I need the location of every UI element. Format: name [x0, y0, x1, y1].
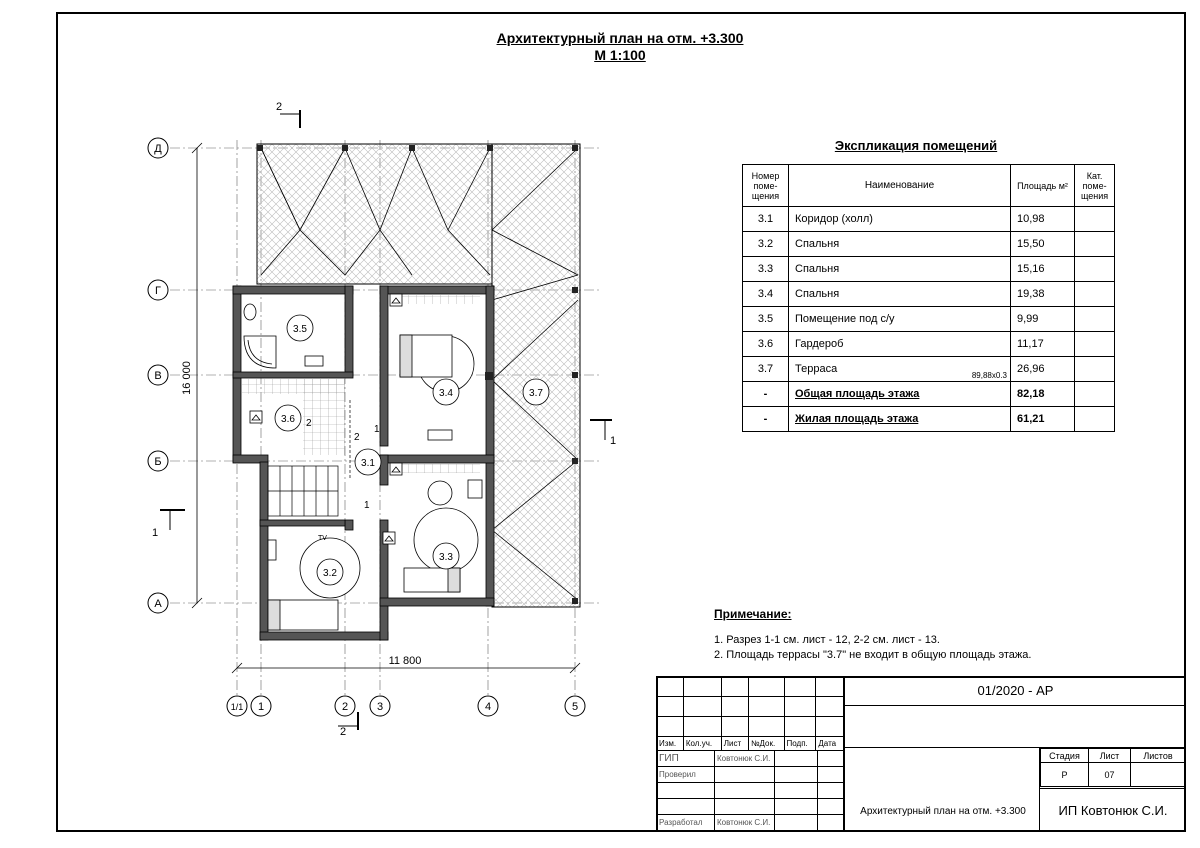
- table-row: [743, 207, 1115, 232]
- axis-letter: Д: [154, 143, 162, 155]
- tile-area-2: [303, 378, 345, 455]
- hanger-icon: [390, 463, 402, 475]
- terrace-calc-note: 89,88х0.3: [971, 371, 1007, 380]
- table-row: [743, 332, 1115, 357]
- terrace-right: [492, 144, 580, 607]
- cell-name: Коридор (холл): [789, 207, 1011, 232]
- title-line-1: Архитектурный план на отм. +3.300: [496, 30, 744, 46]
- role-name: Ковтонюк С.И.: [715, 751, 775, 767]
- stair-mark: 2: [306, 418, 312, 429]
- cell-name: Спальня: [789, 257, 1011, 282]
- axis-letter: А: [154, 598, 162, 610]
- cell-num: 3.7: [743, 357, 789, 382]
- cell-name: Спальня: [789, 282, 1011, 307]
- role-label: ГИП: [657, 751, 715, 767]
- cell-area: 15,50: [1011, 232, 1075, 257]
- tv-label: TV: [318, 535, 327, 542]
- cell-num: 3.2: [743, 232, 789, 257]
- hanger-icon: [390, 294, 402, 306]
- cell-area: 10,98: [1011, 207, 1075, 232]
- table-row: [743, 357, 1115, 382]
- section-label: 1: [610, 435, 617, 447]
- room-label: 3.6: [281, 414, 295, 425]
- header-num: Номер поме- щения: [743, 165, 789, 207]
- room-label: 3.1: [361, 458, 375, 469]
- stage-value: Р: [1041, 763, 1089, 787]
- project-name-cell: [844, 706, 1186, 748]
- stair-mark: 1: [364, 500, 370, 511]
- cell-area: 26,96: [1011, 357, 1075, 382]
- axis-letter: Г: [155, 285, 161, 297]
- cell-cat: [1075, 332, 1115, 357]
- room-label: 3.2: [323, 568, 337, 579]
- col-label: Изм.: [657, 737, 684, 751]
- cell-num: 3.6: [743, 332, 789, 357]
- section-label: 2: [340, 726, 347, 738]
- cell-name: [789, 357, 1011, 382]
- cell-cat: [1075, 382, 1115, 407]
- title-scale: М 1:100: [594, 47, 646, 63]
- section-label: 2: [276, 101, 283, 113]
- stamp-stage: [1040, 748, 1186, 787]
- room-label: 3.5: [293, 324, 307, 335]
- cell-num: 3.4: [743, 282, 789, 307]
- axis-letter: В: [154, 370, 162, 382]
- bathroom-fixtures: [244, 304, 323, 368]
- role-name: Ковтонюк С.И.: [715, 815, 775, 831]
- stair-mark: 2: [354, 432, 360, 443]
- cell-area: 61,21: [1011, 407, 1075, 432]
- stamp-signatures: [656, 750, 844, 831]
- hanger-icon: [250, 411, 262, 423]
- axis-number: 2: [341, 701, 349, 713]
- sheet-title: Архитектурный план на отм. +3.300: [860, 806, 1026, 817]
- sheet-value: 07: [1089, 763, 1131, 787]
- section-label: 1: [152, 527, 159, 539]
- room-label: 3.7: [529, 388, 543, 399]
- explication-table: [742, 164, 1115, 432]
- hanger-icon: [383, 532, 395, 544]
- table-row: [743, 307, 1115, 332]
- room-label: 3.3: [439, 552, 453, 563]
- cell-num: 3.1: [743, 207, 789, 232]
- table-row: [743, 232, 1115, 257]
- table-row: [743, 282, 1115, 307]
- sheets-value: [1131, 763, 1186, 787]
- cell-name: Спальня: [789, 232, 1011, 257]
- cell-cat: [1075, 207, 1115, 232]
- cell-num: 3.3: [743, 257, 789, 282]
- cell-cat: [1075, 282, 1115, 307]
- axis-number: 5: [571, 701, 579, 713]
- stair-mark: 1: [374, 424, 380, 435]
- cell-num: -: [743, 407, 789, 432]
- dimension-horizontal: 11 800: [388, 655, 422, 667]
- organization: ИП Ковтонюк С.И.: [1040, 788, 1186, 832]
- cell-name: Жилая площадь этажа: [789, 407, 1011, 432]
- header-name: Наименование: [789, 165, 1011, 207]
- room-name: Терраса: [795, 363, 838, 375]
- cell-area: 9,99: [1011, 307, 1075, 332]
- col-label: Кол.уч.: [683, 737, 721, 751]
- sheet-label: Лист: [1089, 749, 1131, 763]
- cell-cat: [1075, 257, 1115, 282]
- axis-letter: Б: [154, 456, 162, 468]
- stage-label: Стадия: [1041, 749, 1089, 763]
- axis-number: 3: [376, 701, 384, 713]
- role-name: [715, 767, 775, 783]
- header-area: Площадь м²: [1011, 165, 1075, 207]
- total-row: [743, 382, 1115, 407]
- cell-cat: [1075, 357, 1115, 382]
- axis-number: 1: [257, 701, 265, 713]
- cell-area: 15,16: [1011, 257, 1075, 282]
- note-line: 1. Разрез 1-1 см. лист - 12, 2-2 см. лист - 13.: [714, 634, 940, 646]
- role-label: Проверил: [657, 767, 715, 783]
- cell-area: 82,18: [1011, 382, 1075, 407]
- cell-name: Гардероб: [789, 332, 1011, 357]
- doc-code: 01/2020 - АР: [844, 676, 1186, 706]
- cell-area: 11,17: [1011, 332, 1075, 357]
- notes-title: Примечание:: [714, 607, 792, 621]
- col-label: Лист: [721, 737, 748, 751]
- sheets-label: Листов: [1131, 749, 1186, 763]
- col-label: Подп.: [784, 737, 816, 751]
- note-line: 2. Площадь террасы "3.7" не входит в общую площадь этажа.: [714, 649, 1032, 661]
- explication-title: Экспликация помещений: [834, 138, 998, 153]
- axis-number: 4: [484, 701, 492, 713]
- cell-name: Общая площадь этажа: [789, 382, 1011, 407]
- axis-number: 1/1: [230, 702, 244, 712]
- cell-num: 3.5: [743, 307, 789, 332]
- dimension-vertical: 16 000: [181, 361, 193, 395]
- role-label: Разработал: [657, 815, 715, 831]
- cell-area: 19,38: [1011, 282, 1075, 307]
- header-cat: Кат. поме- щения: [1075, 165, 1115, 207]
- room-label: 3.4: [439, 388, 453, 399]
- wardrobe-shelf-3-3: [394, 463, 480, 473]
- cell-cat: [1075, 307, 1115, 332]
- sheet-title-cell: [844, 748, 1040, 832]
- col-label: №Док.: [748, 737, 784, 751]
- table-header-row: [743, 165, 1115, 207]
- cell-name: Помещение под с/у: [789, 307, 1011, 332]
- cell-cat: [1075, 407, 1115, 432]
- wardrobe-shelf-3-4: [394, 294, 480, 304]
- stamp-revisions: [656, 676, 844, 751]
- cell-cat: [1075, 232, 1115, 257]
- table-row: [743, 257, 1115, 282]
- total-row: [743, 407, 1115, 432]
- col-label: Дата: [816, 737, 844, 751]
- cell-num: -: [743, 382, 789, 407]
